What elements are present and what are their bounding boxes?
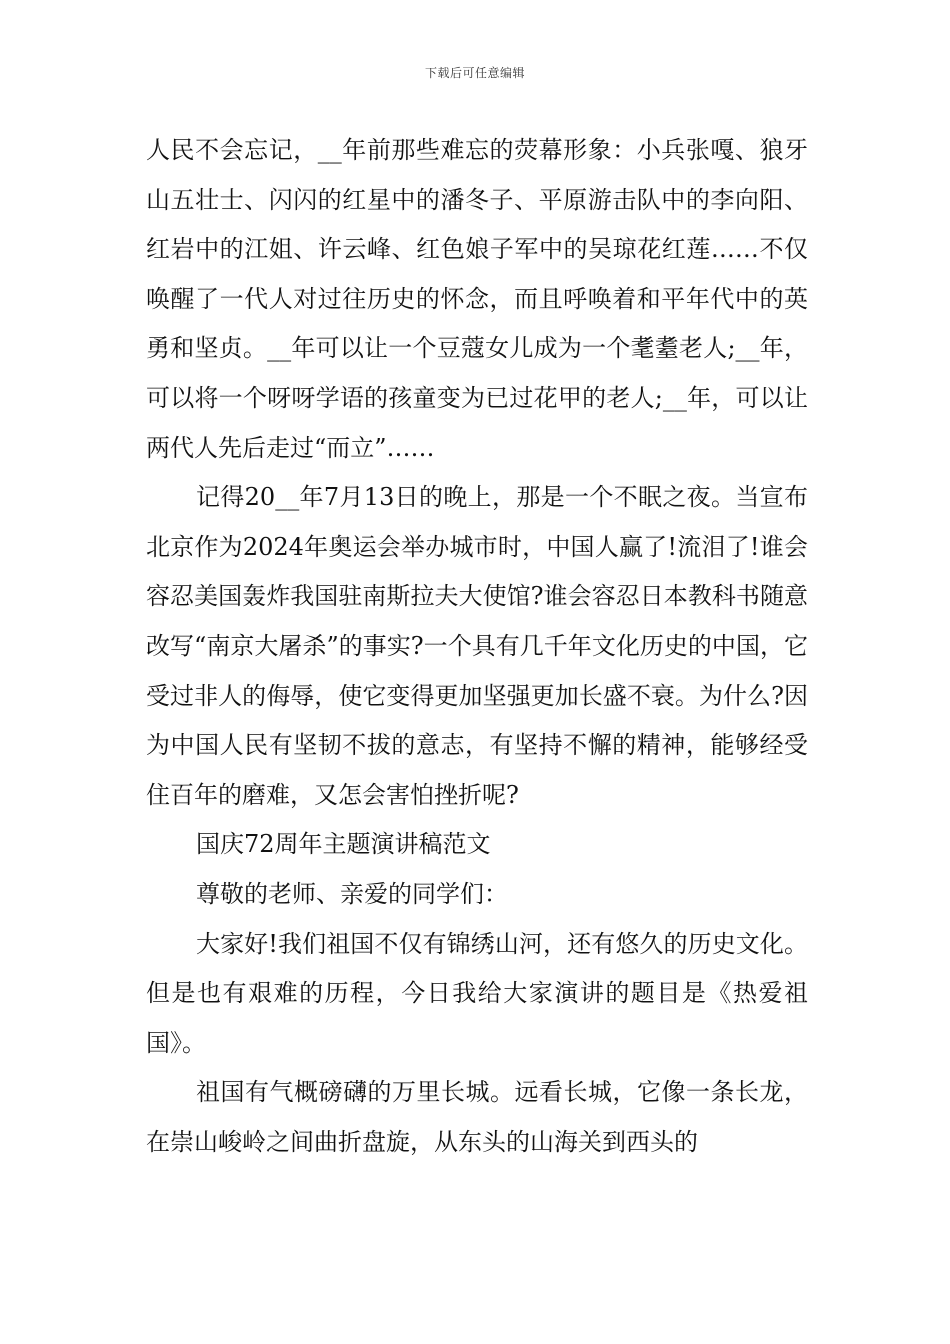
page-header: 下载后可任意编辑 — [424, 66, 525, 80]
paragraph-1: 人民不会忘记，__年前那些难忘的荧幕形象：小兵张嘎、狼牙山五壮士、闪闪的红星中的潘冬子、平原游击队中的李向阳、红岩中的江姐、许云峰、红色娘子军中的吴琼花红莲……不仅唤醒了一代人对过往历史的怀念，而且呼唤着和平年代中的英勇和坚贞。__年可以让一个豆蔻女儿成为一个耄耋老人;__年，可以将一个呀呀学语的孩童变为已过花甲的老人;__年，可以让两代人先后走过“而立”…… — [146, 136, 808, 462]
salutation: 尊敬的老师、亲爱的同学们： — [196, 879, 508, 908]
paragraph-3: 大家好!我们祖国不仅有锦绣山河，还有悠久的历史文化。但是也有艰难的历程，今日我给大家演讲的题目是《热爱祖国》。 — [146, 929, 808, 1057]
document-body — [146, 126, 808, 1167]
paragraph-2: 记得20__年7月13日的晚上，那是一个不眠之夜。当宣布北京作为2024年奥运会举办城市时，中国人赢了!流泪了!谁会容忍美国轰炸我国驻南斯拉夫大使馆?谁会容忍日本教科书随意改写“南京大屠杀”的事实?一个具有几千年文化历史的中国，它受过非人的侮辱，使它变得更加坚强更加长盛不衰。为什么?因为中国人民有坚韧不拔的意志，有坚持不懈的精神，能够经受住百年的磨难，又怎会害怕挫折呢? — [146, 483, 808, 809]
paragraph-4: 祖国有气概磅礴的万里长城。远看长城，它像一条长龙，在崇山峻岭之间曲折盘旋，从东头的山海关到西头的 — [146, 1078, 808, 1156]
section-title: 国庆72周年主题演讲稿范文 — [196, 830, 491, 859]
